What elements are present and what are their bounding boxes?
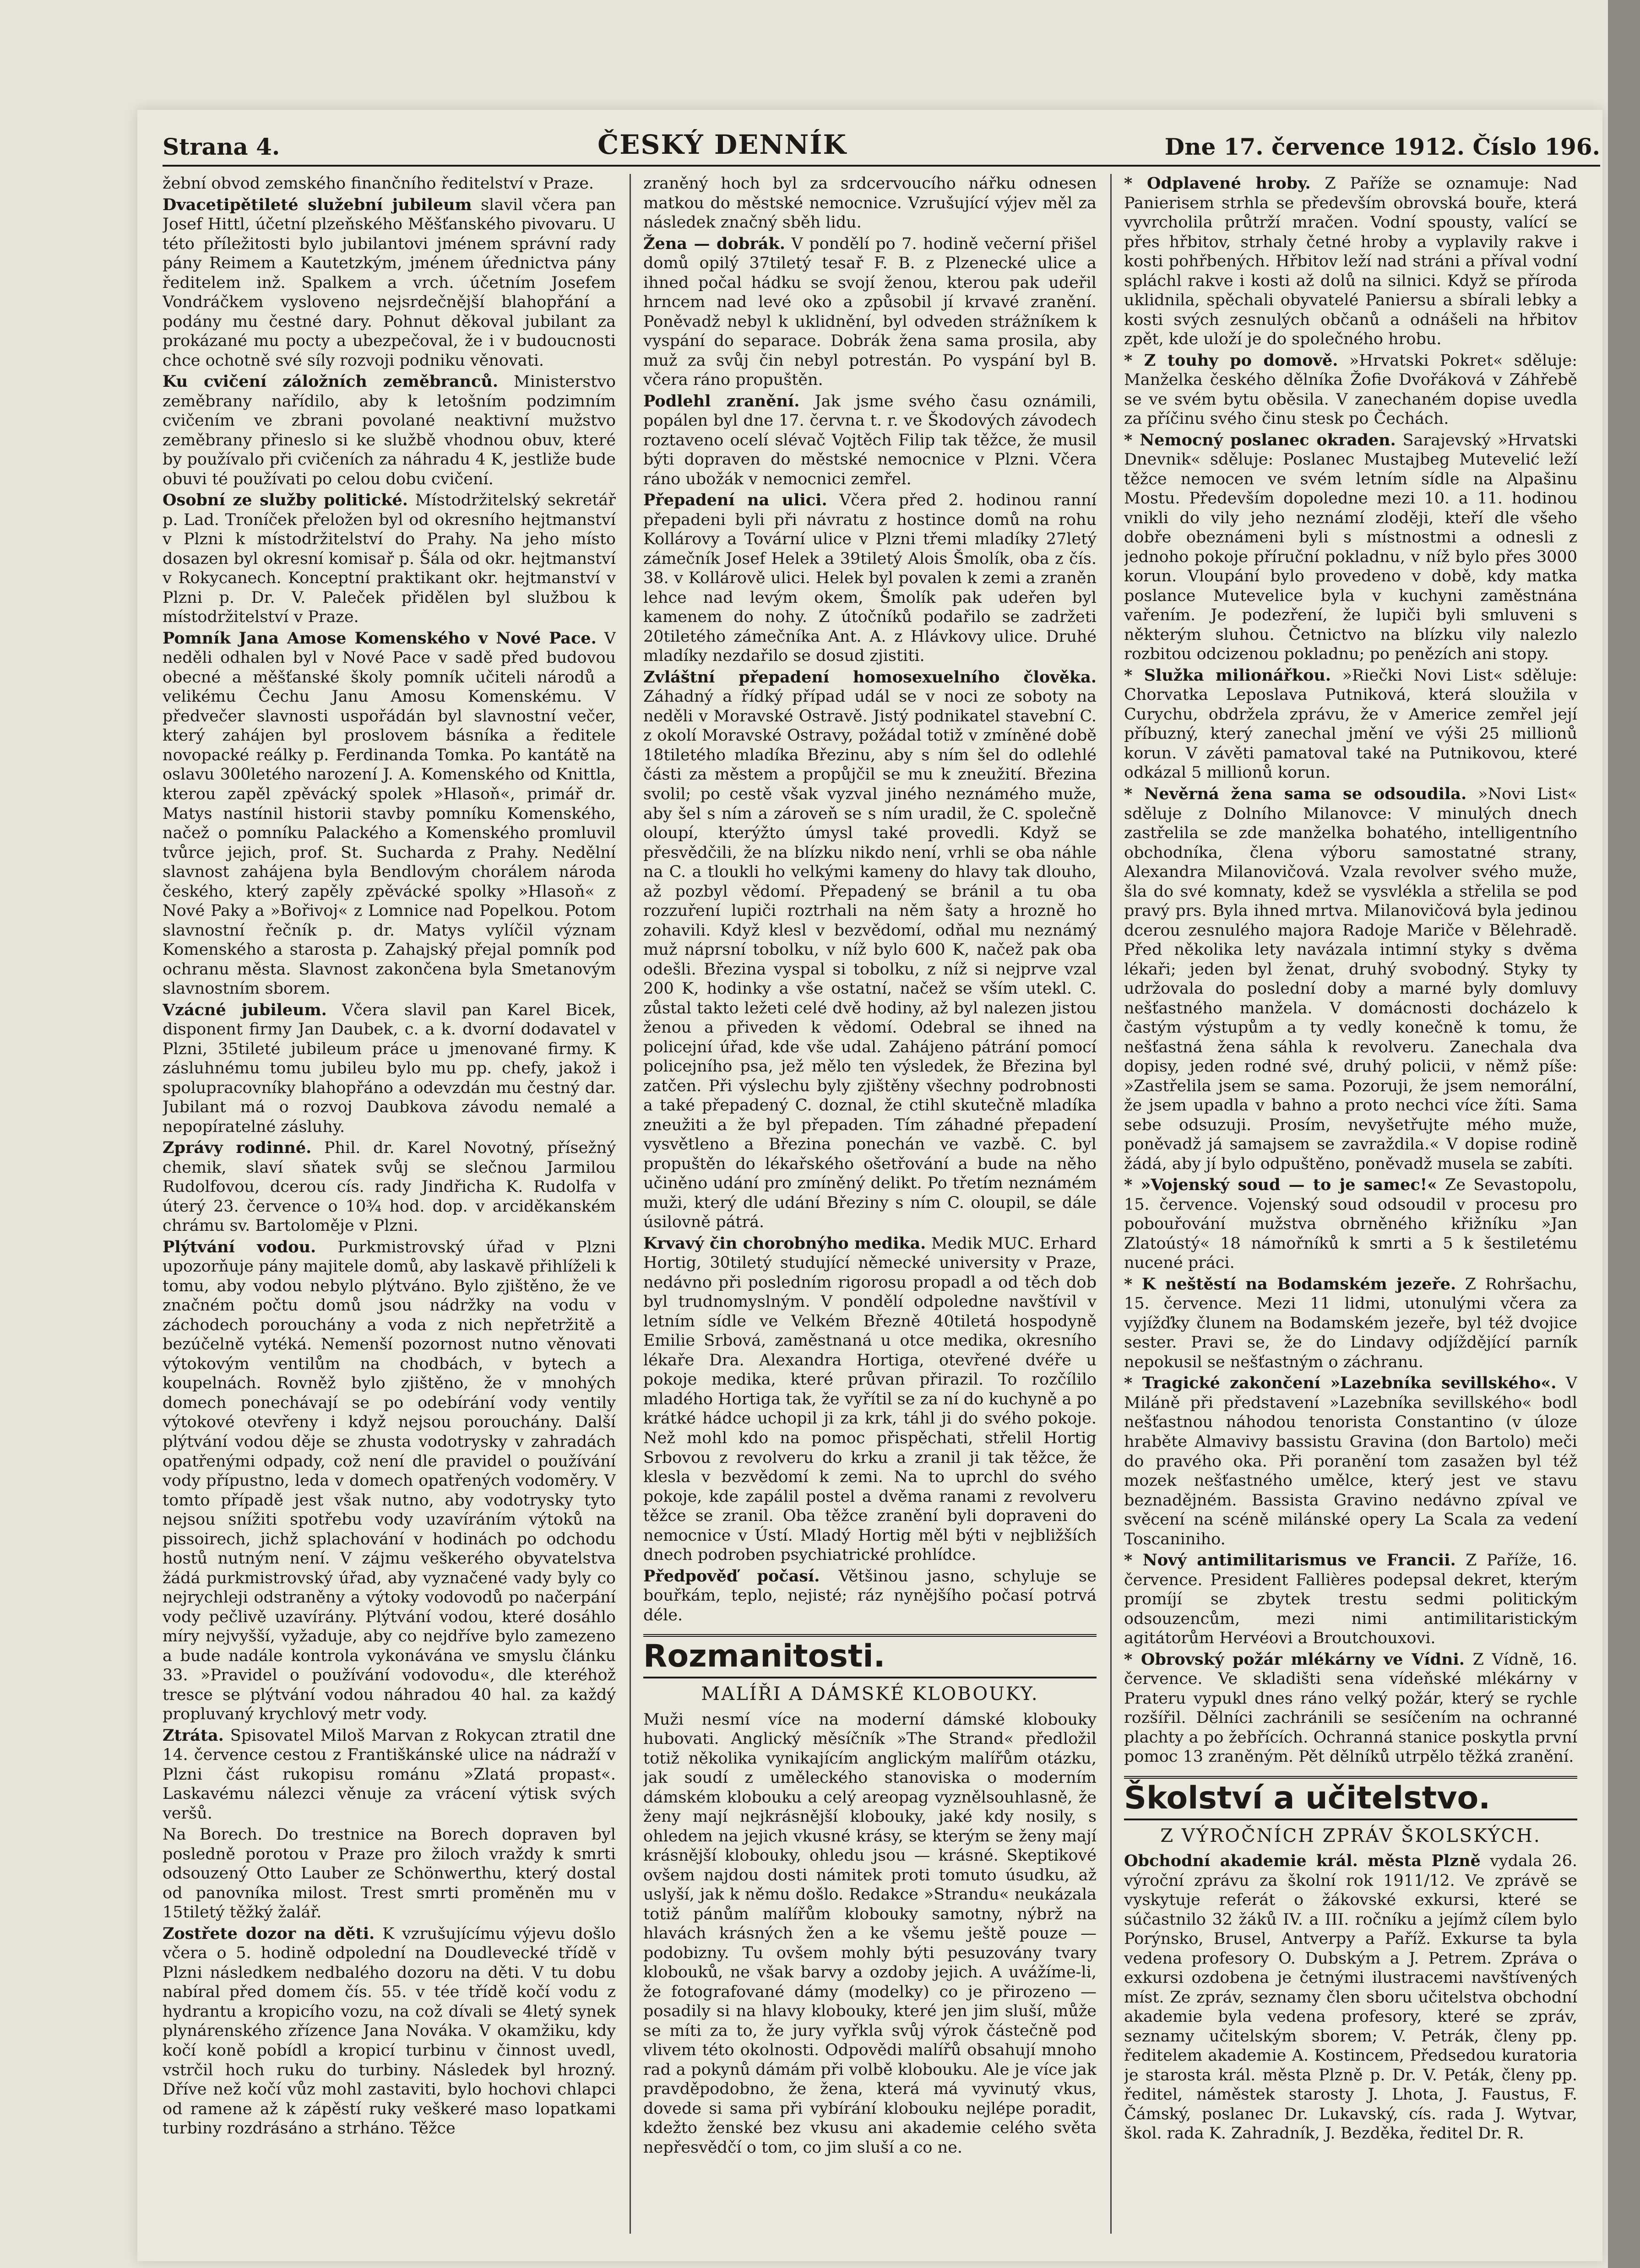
news-item [1124,1851,1577,2144]
book-spine [1608,0,1640,2268]
news-item-text: zraněný hoch byl za srdcervoucího nářku odnesen matkou do městské nemocnice. Vzrušující výjev měl za následek značný sběh lidu. [643,174,1097,232]
news-item [1124,1275,1577,1372]
news-item-text: V neděli odhalen byl v Nové Pace v sadě před budovou obecné a měšťanské školy pomník učiteli národů a velikému Čechu Janu Amosu Komenskému. V předvečer slavnosti uspořádán byl slavnostní večer, který zahájen byl proslovem básníka a ředitele novopacké reálky p. Ferdinanda Tomka. Po kantátě na oslavu 300letého narození J. A. Komenského od Knittla, kterou zapěl zpěvácký spolek »Hlasoň«, primář dr. Matys nastínil historii stavby pomníku Komenského, načež o pomníku Palackého a Komenského promluvil tvůrce jejich, prof. St. Sucharda z Prahy. Nedělní slavnost zahájena byla Bendlovým chorálem národa českého, který zapěly zpěvácké spolky »Hlasoň« z Nové Paky a »Bořivoj« z Lomnice nad Popelkou. Potom slavnostní řečník p. dr. Matys vylíčil význam Komenského a starosta p. Zahajský přejal pomník pod ochranu města. Slavnost zakončena byla Smetanovým slavnostním sborem. [163,629,616,998]
news-item-text: Spisovatel Miloš Marvan z Rokycan ztratil dne 14. července cestou z Františkánské ulice na nádraží v Plzni část rukopisu románu »Zlatá propast«. Laskavému nálezci věnuje za vrácení výtisk svých veršů. [163,1726,616,1823]
news-item [163,1924,616,2138]
news-item-heading: * Z touhy po domově. [1124,351,1338,370]
publication-title: ČESKÝ DENNÍK [597,129,847,160]
news-item [163,1238,616,1724]
news-item-text: Většinou jasno, schyluje se bouřkám, teplo, nejisté; ráz nynějšího počasí potrvá déle. [643,1567,1097,1624]
news-item-heading: Dvacetipětileté služební jubileum [163,195,472,214]
news-item [1124,785,1577,1174]
column-1 [163,174,616,2243]
news-item [163,195,616,371]
news-item-heading: Plýtvání vodou. [163,1237,316,1256]
news-item [1124,666,1577,783]
page-header [163,124,1600,167]
news-item-heading: Obchodní akademie král. města Plzně [1124,1851,1481,1871]
news-item [1124,1650,1577,1767]
news-item [643,1234,1097,1565]
news-item [163,174,616,194]
news-item-heading: Pomník Jana Amose Komenského v Nové Pace. [163,628,597,648]
news-item-text: Na Borech. Do trestnice na Borech dopraven byl posledně porotou v Praze pro žiloch vraždy k smrti odsouzený Otto Lauber ze Schönwerthu, který dostal od panovníka milost. Trest smrti proměněn mu v 15tiletý těžký žalář. [163,1825,616,1922]
news-item [163,372,616,489]
news-item-heading: Ztráta. [163,1726,224,1745]
news-item-heading: Přepadení na ulici. [643,491,827,510]
news-item [643,1710,1097,2158]
news-item-text: Purkmistrovský úřad v Plzni upozorňuje pány majitele domů, aby laskavě přihlíželi k tomu, aby vodou nebylo plýtváno. Bylo zjištěno, že ve značném počtu domů jsou nádržky na vodu v záchodech porouchány a voda z nich nepřetržitě a bezúčelně vytéká. Nemenší pozornost nutno věnovati výtokovým ventilům na chodbách, v bytech a koupelnách. Rovněž bylo zjištěno, že v mnohých domech ponechávají se po odebírání vody ventily výtokové otevřeny i když nejsou porouchány. Další plýtvání vodou děje se zhusta vodotrysky v zahradách opatřenými odpady, což není dle pravidel o používání vody přípustno, leda v domech opatřených vodoměry. V tomto případě jest však nutno, aby vodotrysky tyto nejsou snížiti spotřebu vody uzavíráním výtoků na pissoirech, jichž splachování v hodinách po odchodu hostů nutným není. V zájmu veškerého obyvatelstva žádá purkmistrovský úřad, aby vyznačené vady byly co nejrychleji odstraněny a výtoky vodovodů po načerpání vody pečlivě uzavírány. Plýtvání vodou, které dosáhlo míry nejvyšší, vyžaduje, aby co nejdříve bylo zamezeno a bude nadále kontrola vykonávána ve smyslu článku 33. »Pravidel o používání vodovodu«, dle kteréhož tresce se plýtvání vodou náhradou 40 hal. za každý propluvaný krychlový metr vody. [163,1238,616,1724]
news-item [163,491,616,627]
news-item-heading: Osobní ze služby politické. [163,491,408,510]
news-item-heading: * Obrovský požár mlékárny ve Vídni. [1124,1650,1465,1669]
news-item [1124,1551,1577,1648]
news-item-text: Záhadný a řídký případ udál se v noci ze soboty na neděli v Moravské Ostravě. Jistý podnikatel stavební C. z okolí Moravské Ostravy, požádal totiž v zmíněné době 18tiletého mladíka Březinu, aby s ním šel do odlehlé části za městem a propůjčil se mu k zneužití. Březina svolil; po cestě však vyzval jiného neznámého muže, aby šel s ním a zároveň se s ním uradil, že C. společně oloupí, kterýžto úmysl také provedli. Když se přesvědčili, že na blízku nikdo není, vrhli se oba náhle na C. a tloukli ho velkými kameny do hlavy tak dlouho, až pozbyl vědomí. Přepadený se bránil a tu oba rozzuření lupiči roztrhali na něm šaty a hrozně ho zohavili. Když klesl v bezvědomí, odňal mu neznámý muž náprsní tobolku, v níž bylo 600 K, načež pak oba odešli. Březina vyspal si tobolku, z níž si nejprve vzal 200 K, hodinky a vše ostatní, načež se vším utekl. C. zůstal takto ležeti celé dvě hodiny, až byl nalezen jistou ženou a přiveden k vědomí. Odebral se ihned na policejní úřad, kde vše udal. Zahájeno pátrání pomocí policejního psa, jež mělo ten výsledek, že Březina byl zatčen. Při výslechu byly zjištěny všechny podrobnosti a také přepadený C. doznal, že ctihl skutečně mladíka zneužiti a že byl přepaden. Tím záhadné přepadení vysvětleno a Březina ponechán ve vazbě. C. byl propuštěn do lékařského ošetřování a bude na něho učiněno udání pro zmíněný delikt. Po třetím neznámém muži, který dle udání Březiny s ním C. oloupil, se dále úsilovně pátrá. [643,687,1097,1232]
news-item-heading: * Nevěrná žena sama se odsoudila. [1124,784,1467,803]
news-item-text: Včera slavil pan Karel Bicek, disponent firmy Jan Daubek, c. a k. dvorní dodavatel v Plzni, 35tileté jubileum práce u jmenované firmy. K zásluhnému tomu jubileu bylo mu pp. chefy, jakož i spolupracovníky blahopřáno a odevzdán mu čestný dar. Jubilant má o rozvoj Daubkova závodu nemalé a nepopíratelné zásluhy. [163,1001,616,1136]
news-item-heading: Podlehl zranění. [643,391,800,411]
news-item-text: Ze Sevastopolu, 15. července. Vojenský soud odsoudil v procesu pro pobouřování mužstva obrněného křižníku »Jan Zlatoústý« 18 námořníků k smrti a 5 k šestiletému nucené práci. [1124,1176,1577,1272]
section-heading: Rozmanitosti. [643,1634,1097,1678]
news-item-text: »Riečki Novi List« sděluje: Chorvatka Leposlava Putniková, která sloužila v Curychu, obdržela zprávu, že v Americe zemřel její příbuzný, který zanechal jmění ve výši 25 millionů korun. V závěti pamatoval také na Putnikovou, které odkázal 5 millionů korun. [1124,666,1577,782]
news-item [1124,174,1577,349]
column-3 [1124,174,1577,2243]
section-heading: Školství a učitelstvo. [1124,1776,1577,1820]
news-item-heading: Zostřete dozor na děti. [163,1924,375,1943]
news-item-text: Phil. dr. Karel Novotný, přísežný chemik, slaví sňatek svůj se slečnou Jarmilou Rudolfovou, dcerou cís. rady Jindřicha K. Rudolfa v úterý 23. července o 10¾ hod. dop. v arciděkanském chrámu sv. Bartoloměje v Plzni. [163,1139,616,1235]
article-subtitle: Z VÝROČNÍCH ZPRÁV ŠKOLSKÝCH. [1160,1825,1541,1846]
news-item-text: slavil včera pan Josef Hittl, účetní plzeňského Měšťanského pivovaru. U této příležitosti bylo jubilantovi jménem správní rady pány Reimem a Kautetzkým, jménem úřednictva pány ředitelem inž. Spalkem a vrch. účetním Josefem Vondráčkem vysloveno nejsrdečnější blahopřání a podány mu čestné dary. Pohnut děkoval jubilant za prokázané mu pocty a ubezpečoval, že i v budoucnosti chce ochotně své síly rozvoji podniku věnovati. [163,195,616,370]
news-item [643,1567,1097,1625]
news-item [1124,431,1577,664]
news-item-heading: Zprávy rodinné. [163,1138,312,1158]
newspaper-page [163,124,1600,2252]
news-item-heading: Zvláštní přepadení homosexuelního člověka. [643,667,1097,687]
news-item [643,174,1097,233]
news-item [163,1138,616,1236]
news-item-text: V Miláně při představení »Lazebníka sevillského« bodl nešťastnou náhodou tenorista Constantino (v úloze hraběte Almavivy bassistu Gravina (don Bartolo) meči do pravého oka. Při poranění tom zasažen byl též mozek nešťastného umělce, který jest ve stavu beznadějném. Bassista Gravino nedávno zpíval ve svěcení na scéně milánské opery La Scala za vedení Toscaniniho. [1124,1374,1577,1548]
column-2 [643,174,1097,2243]
article-subtitle: MALÍŘI A DÁMSKÉ KLOBOUKY. [701,1683,1039,1705]
news-item-heading: * Tragické zakončení »Lazebníka sevillského«. [1124,1374,1557,1393]
news-item [1124,1175,1577,1273]
news-item-heading: Předpověď počasí. [643,1566,820,1586]
news-item-text: Medik MUC. Erhard Hortig, 30tiletý studující německé university v Praze, nedávno při posledním rigorosu propadl a od těch dob byl trudnomyslným. V pondělí odpoledne navštívil v letním sídle ve Velkém Březně 40tiletá hospodyně Emilie Srbová, zaměstnaná u otce medika, okresního lékaře Dra. Alexandra Hortiga, otevřené dvéře u pokoje medika, které průvan přirazil. To rozčílilo mladého Hortiga tak, že vyřítil se za ní do kuchyně a po krátké hádce uchopil ji za krk, táhl ji do svého pokoje. Než mohl kdo na pomoc přispěchati, střelil Hortig Srbovou z revolveru do krku a zranil ji tak těžce, že klesla v bezvědomí k zemi. Na to uprchl do svého pokoje, kde zapálil postel a dvěma ranami z revolveru těžce se zranil. Oba těžce zranění byli dopraveni do nemocnice v Ústí. Mladý Hortig měl býti v nejbližších dnech podroben psychiatrické prohlídce. [643,1234,1097,1564]
news-item-text: Jak jsme svého času oznámili, popálen byl dne 17. června t. r. ve Škodových závodech roztaveno ocelí slévač Vojtěch Filip tak těžce, že musil býti dopraven do městské nemocnice v Plzni. Včera ráno ubožák v nemocnici zemřel. [643,392,1097,488]
news-item-heading: * Nemocný poslanec okraden. [1124,430,1396,449]
news-item-text: vydala 26. výroční zprávu za školní rok 1911/12. Ve zprávě se vyskytuje referát o žákovské exkursi, které se súčastnilo 32 žáků IV. a III. ročníku a jejímž cílem bylo Porýnsko, Brusel, Antverpy a Paříž. Exkurse ta byla vedena profesory O. Dubským a J. Petrem. Zpráva o exkursi ozdobena je četnými ilustracemi navštívených míst. Ze zpráv, seznamy člen sboru učitelstva obchodní akademie byla vedena profesory, které se zpráv, seznamy učitelským sborem; V. Petrák, členy pp. ředitelem akademie A. Kostincem, Předsedou kuratoria je starosta král. města Plzně p. Dr. V. Peták, členy pp. ředitel, náměstek starosty J. Lhota, J. Faustus, F. Čámský, poslanec Dr. Lukavský, cís. rada J. Wytvar, škol. rada K. Zahradník, J. Bezděka, ředitel Dr. R. [1124,1852,1577,2143]
news-item-text: Muži nesmí více na moderní dámské klobouky hubovati. Anglický měsíčník »The Strand« předložil totiž několika vynikajícím anglickým malířům otázku, jak soudí z uměleckého stanoviska o moderním dámském klobouku a celý areopag vyznělsouhlasně, že ženy mají nejkrásnější klobouky, jaké kdy nosily, s ohledem na jejich vkusné krásy, se kterým se ženy mají krásnější klobouky, ohledu jsou — krásné. Skeptikové ovšem najdou dosti námitek proti tomuto úsudku, až uslyší, jak k němu došlo. Redakce »Strandu« neukázala totiž pánům malířům klobouky samotny, nýbrž na hlavách krásných žen a ke všemu ještě pouze — podobizny. Tu ovšem mohly býti pesuzovány tvary klobouků, ne však barvy a ozdoby jejich. A uvážíme-li, že fotografované dámy (modelky) co je přirozeno — posadily si na hlavy klobouky, které jen jim sluší, může se míti za to, že jury vyřkla svůj výrok částečně pod vlivem této okolnosti. Odpovědi malířů obsahují mnoho rad a pokynů dámám při volbě klobouku. Ale je více jak pravděpodobno, že žena, která má vyvinutý vkus, dovede si sama při vybírání klobouku nejlépe poradit, kdežto ženské bez vkusu ani akademie celého světa nepřesvědčí o tom, co jim sluší a co ne. [643,1710,1097,2157]
news-item-text: Z Paříže, 16. července. President Fallières podepsal dekret, kterým promíjí se zbytek trestu sedmi politickým odsouzencům, mezi nimi antimilitaristickým agitátorům Hervéovi a Broutchouxovi. [1124,1551,1577,1648]
news-item [643,668,1097,1232]
news-item [643,491,1097,666]
news-item [163,1726,616,1824]
news-item [643,234,1097,390]
news-item-text: Z Vídně, 16. července. Ve skladišti sena vídeňské mlékárny v Prateru vypukl dnes ráno velký požár, který se rychle rozšířil. Dělníci zachránili se sesíčením na ochranné plachty a po žebřících. Ochranná stanice poskytla první pomoc 13 zraněným. Pět dělníků utrpělo těžká zranění. [1124,1650,1577,1766]
news-item-heading: Krvavý čin chorobnýho medika. [643,1234,926,1253]
news-item-heading: Žena — dobrák. [643,234,785,253]
news-item-heading: * »Vojenský soud — to je samec!« [1124,1175,1437,1195]
news-item-heading: * Odplavené hroby. [1124,174,1311,193]
news-item [1124,1374,1577,1549]
column-rule [1110,174,1112,2234]
page-number: Strana 4. [163,133,280,160]
news-item-heading: * Služka milionářkou. [1124,666,1331,685]
news-item-text: Včera před 2. hodinou ranní přepadeni byli při návratu z hostince domů na rohu Kollárovy a Tovární ulice v Plzni třemi mladíky 27letý zámečník Josef Helek a 39tiletý Alois Šmolík, oba z čís. 38. v Kollárově ulici. Helek byl povalen k zemi a zraněn lehce nad levým okem, Šmolík pak udeřen byl kamenem do nohy. Z útočníků podařilo se zadržeti 20tiletého zámečníka Ant. A. z Hlávkovy ulice. Druhé mladíky nezdařilo se dosud zjistiti. [643,491,1097,666]
news-item-text: »Novi List« sděluje z Dolního Milanovce: V minulých dnech zastřelila se zde manželka bohatého, intelligentního obchodníka, člena výboru samostatné strany, Alexandra Milanovičová. Vzala revolver svého muže, šla do své komnaty, kdež se vysvlékla a střelila se pod pravý prs. Byla ihned mrtva. Milanovičová byla jedinou dcerou zesnulého majora Radoje Mariče v Bělehradě. Před několika lety navázala intimní styky s dvěma lékaři; jeden byl ženat, druhý svobodný. Styky ty udržovala do poslední doby a marné byly domluvy nešťastného manžela. V domácnosti docházelo k častým výstupům a ty vedly konečně k tomu, že nešťastná žena sáhla k revolveru. Zanechala dva dopisy, jeden rodné své, druhý policii, v němž píše: »Zastřelila jsem se sama. Pozoruji, že jsem nemorální, že jsem upadla v bahno a proto nechci více žíti. Sama sebe odsuzuji. Prosím, nevyšetřujte mého muže, poněvadž já samajsem se zavraždila.« V dopise rodině žádá, aby jí bylo odpuštěno, poněvadž musela se zabíti. [1124,785,1577,1173]
news-item-text: K vzrušujícímu výjevu došlo včera o 5. hodině odpolední na Doudlevecké třídě v Plzni následkem nedbalého dozoru na děti. V tu dobu nabíral před domem čís. 55. v tée třídě kočí vodu z hydrantu a kropicího vozu, na což dívali se 4letý synek plynárenského zřízence Jana Nováka. V okamžiku, kdy kočí koně pobídl a kropicí turbinu v činnost uvedl, vstrčil hoch ruku do turbiny. Následek byl hrozný. Dříve než kočí vůz mohl zastaviti, bylo hochovi chlapci od ramene až k zápěstí ruky veškeré maso lopatkami turbiny rozdrásáno a strháno. Těžce [163,1924,616,2138]
news-item-heading: Ku cvičení záložních zeměbranců. [163,372,499,391]
news-item-text: Z Paříže se oznamuje: Nad Panierisem strhla se především obrovská bouře, která vyvrcholila průtrží mračen. Vodní spousty, valící se přes hřbitov, strhaly četné hroby a vyplavily rakve i kosti pohřbených. Hřbitov leží nad stráni a příval vodní spláchl rakve i kosti až dolů na silnici. Když se příroda uklidnila, spěchali obyvatelé Paniersu a sbírali lebky a kosti svých zesnulých občanů a odnášeli na hřbitov zpět, kde uloží je do společného hrobu. [1124,174,1577,349]
news-item-heading: Vzácné jubileum. [163,1000,327,1019]
news-item [163,1001,616,1137]
news-item [163,1825,616,1922]
news-item-text: »Hrvatski Pokret« sděluje: Manželka českého dělníka Žofie Dvořáková v Záhřebě se ve svém bytu oběsila. V zanechaném dopise uvedla za příčinu svého činu stesk po Čechách. [1124,351,1577,428]
news-item-text: Místodržitelský sekretář p. Lad. Troníček přeložen byl od okresního hejtmanství v Plzni k místodržitelství do Prahy. Na jeho místo dosazen byl okresní komisař p. Šála od okr. hejtmanství v Rokycanech. Konceptní praktikant okr. hejtmanství v Plzni p. Dr. V. Paleček přidělen byl službou k místodržitelství v Praze. [163,491,616,627]
issue-date: Dne 17. července 1912. Číslo 196. [1164,133,1600,160]
news-item-heading: * K neštěstí na Bodamském jezeře. [1124,1274,1456,1294]
news-item-text: Sarajevský »Hrvatski Dnevnik« sděluje: Poslanec Mustajbeg Mutevelić leží těžce nemocen ve svém letním sídle na Alpašinu Mostu. Především dopoledne mezi 10. a 11. hodinou vnikli do vily jeho neznámí zloději, kteří dle všeho dobře obeznámeni byli s místnostmi a odnesli z jednoho pokoje příruční pokladnu, v níž bylo přes 3000 korun. Vloupání bylo provedeno v době, kdy matka poslance Mutevelice byla v kuchyni zaměstnána vařením. Je podezření, že lupiči byli smluveni s některým sluhou. Četnictvo na blízku vily nalezlo rozbitou odcizenou pokladnu; po penězích ani stopy. [1124,431,1577,664]
news-item-text: V pondělí po 7. hodině večerní přišel domů opilý 37tiletý tesař F. B. z Plzenecké ulice a ihned počal hádku se svojí ženou, kterou pak udeřil hrncem nad levé oko a způsobil jí krvavé zranění. Poněvadž nebyl k uklidnění, byl odveden strážníkem k vyspání do separace. Dobrák žena sama prosila, aby muž za svůj čin nebyl potrestán. Po vyspání byl B. včera ráno propuštěn. [643,234,1097,390]
news-item-text: Ministerstvo zeměbrany nařídilo, aby k letošním podzimním cvičením ve zbrani povolané neaktivní mužstvo zeměbrany přineslo si ke službě vhodnou obuv, které by používalo při cvičeních za náhradu 4 K, jestliže bude obuvi té používati po celou dobu cvičení. [163,373,616,488]
news-item [643,392,1097,489]
news-item-text: Z Rohršachu, 15. července. Mezi 11 lidmi, utonulými včera za vyjížďky člunem na Bodamském jezeře, byl též dvojice sester. Pravi se, že do Lindavy odjíždějící parník nepokusil se nešťastným o záchranu. [1124,1275,1577,1371]
column-rule [630,174,631,2234]
news-item-heading: * Nový antimilitarismus ve Francii. [1124,1551,1456,1570]
news-item-text: žební obvod zemského finančního ředitelství v Praze. [163,174,594,193]
news-item [163,629,616,999]
news-item [1124,351,1577,429]
